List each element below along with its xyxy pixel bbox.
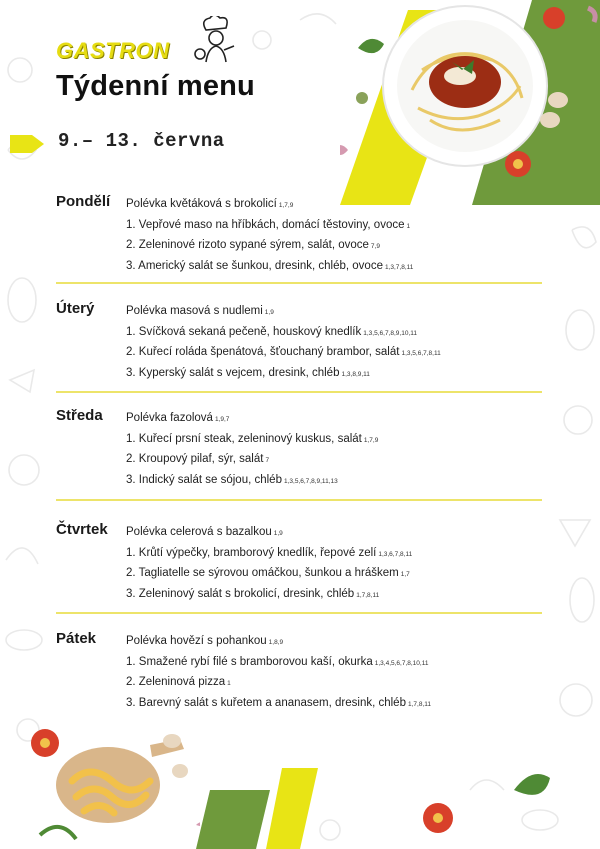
allergens: 1,7,8,11 (356, 591, 380, 599)
menu-item: 2. Zeleninové rizoto sypané sýrem, salát, ovoce 7,9 (126, 239, 380, 251)
tagliatelle-spoon-image (0, 715, 200, 849)
menu-item: Polévka hovězí s pohankou 1,8,9 (126, 635, 284, 647)
allergens: 1,8,9 (268, 639, 284, 646)
separator (56, 612, 542, 614)
allergens: 1 (227, 680, 231, 687)
menu-item: 3. Americký salát se šunkou, dresink, chléb, ovoce 1,3,7,8,11 (126, 259, 414, 272)
allergens: 1,7,9 (278, 202, 294, 209)
allergens: 1,9,7 (214, 416, 230, 423)
allergens: 7 (265, 457, 270, 464)
allergens: 1,3,4,5,6,7,8,10,11 (374, 659, 429, 667)
allergens: 1,3,7,8,11 (384, 263, 414, 271)
allergens: 1,3,5,6,7,8,11 (401, 350, 441, 357)
allergens: 1,3,5,6,7,8,9,10,11 (363, 329, 417, 337)
menu-item: 1. Svíčková sekaná pečeně, houskový knedlík 1,3,5,6,7,8,9,10,11 (126, 325, 417, 338)
allergens: 1 (406, 222, 411, 230)
menu-item: 3. Kyperský salát s vejcem, dresink, chléb 1,3,8,9,11 (126, 366, 370, 379)
menu-item: 1. Smažené rybí filé s bramborovou kaší, okurka 1,3,4,5,6,7,8,10,11 (126, 655, 429, 668)
day-name: Pátek (56, 630, 97, 647)
menu-item: 1. Krůtí výpečky, bramborový knedlík, řepové zelí 1,3,6,7,8,11 (126, 546, 413, 559)
separator (56, 499, 542, 501)
separator (56, 282, 542, 284)
allergens: 1,3,5,6,7,8,9,11,13 (283, 477, 338, 485)
menu-item: Polévka květáková s brokolicí 1,7,9 (126, 198, 294, 210)
day-name: Pondělí (56, 193, 111, 210)
chef-icon (194, 16, 238, 66)
allergens: 1,7 (400, 571, 410, 578)
separator (56, 391, 542, 393)
allergens: 1,9 (273, 530, 283, 537)
menu-item: Polévka masová s nudlemi 1,9 (126, 305, 274, 317)
week-date-range: 9.– 13. června (58, 130, 225, 152)
allergens: 1,7,9 (363, 436, 379, 444)
spaghetti-plate-image (340, 0, 600, 190)
menu-item: 1. Vepřové maso na hříbkách, domácí těstoviny, ovoce 1 (126, 218, 411, 231)
page-title: Týdenní menu (56, 70, 255, 102)
allergens: 1,9 (264, 309, 274, 316)
menu-item: 2. Kroupový pilaf, sýr, salát 7 (126, 453, 270, 465)
allergens: 1,3,8,9,11 (341, 370, 370, 378)
menu-item: 2. Zeleninová pizza 1 (126, 676, 231, 688)
brand-logo: GASTRON (56, 38, 170, 63)
menu-item: Polévka celerová s bazalkou 1,9 (126, 526, 283, 538)
allergens: 7,9 (370, 243, 380, 250)
arrow-icon (10, 135, 44, 153)
day-name: Čtvrtek (56, 521, 108, 538)
menu-item: 3. Barevný salát s kuřetem a ananasem, dresink, chléb 1,7,8,11 (126, 696, 431, 709)
allergens: 1,7,8,11 (407, 700, 431, 708)
bottom-right-garnish (410, 760, 560, 849)
day-name: Úterý (56, 300, 95, 317)
bottom-stripes (190, 760, 320, 849)
menu-item: 2. Kuřecí roláda špenátová, šťouchaný brambor, salát 1,3,5,6,7,8,11 (126, 346, 441, 358)
menu-item: 3. Indický salát se sójou, chléb 1,3,5,6,7,8,9,11,13 (126, 473, 338, 486)
menu-item: Polévka fazolová 1,9,7 (126, 412, 230, 424)
allergens: 1,3,6,7,8,11 (378, 550, 413, 558)
day-name: Středa (56, 407, 103, 424)
menu-item: 2. Tagliatelle se sýrovou omáčkou, šunkou a hráškem 1,7 (126, 567, 410, 579)
menu-item: 1. Kuřecí prsní steak, zeleninový kuskus, salát 1,7,9 (126, 432, 379, 445)
menu-item: 3. Zeleninový salát s brokolicí, dresink, chléb 1,7,8,11 (126, 587, 380, 600)
